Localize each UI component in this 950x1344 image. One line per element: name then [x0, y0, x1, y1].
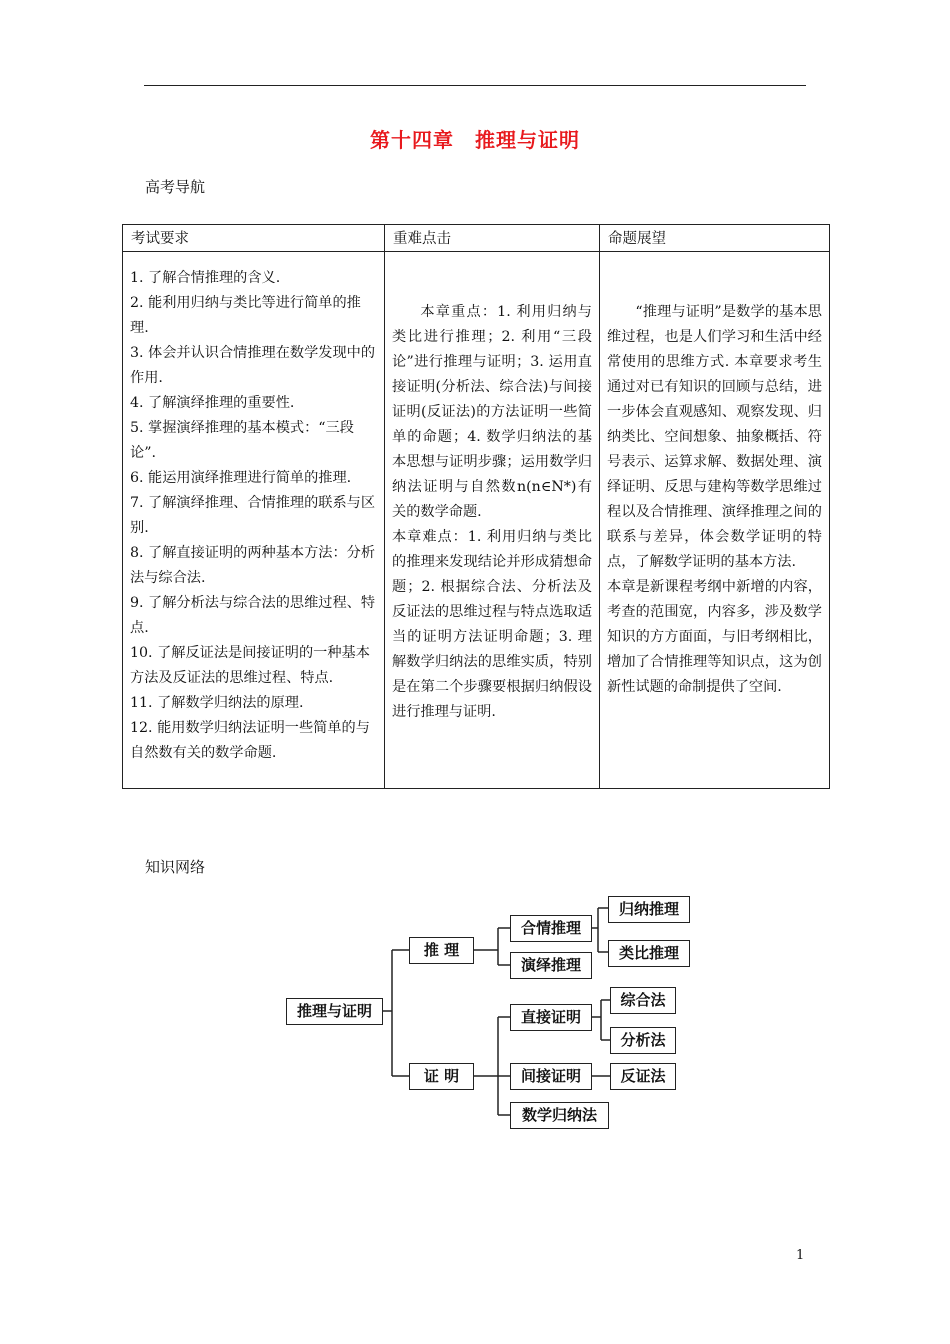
outlook-text-1: “推理与证明”是数学的基本思维过程，也是人们学习和生活中经常使用的思维方式. 本章要求考生通过对已有知识的回顾与总结，进一步体会直观感知、观察发现、归纳类比、空间想象、抽象概括、符号表示、运算求解、数据处理、演绎证明、反思与建构等数学思维过程以及合情推理、演绎推理之间的联系与差异，体会数学证明的特点，了解数学证明的基本方法. [607, 304, 822, 570]
node-proof: 证 明 [409, 1063, 474, 1090]
requirement-item: 11. 了解数学归纳法的原理. [130, 695, 304, 711]
node-direct-proof: 直接证明 [510, 1004, 592, 1031]
requirement-item: 10. 了解反证法是间接证明的一种基本方法及反证法的思维过程、特点. [130, 645, 370, 686]
outlook-cell [600, 252, 830, 789]
requirement-item: 7. 了解演绎推理、合情推理的联系与区别. [130, 495, 376, 536]
key-difficult-cell [385, 252, 600, 789]
node-indirect-proof: 间接证明 [510, 1063, 592, 1090]
table-header-row [123, 225, 830, 252]
node-reasoning-and-proof: 推理与证明 [286, 998, 383, 1025]
requirement-item: 6. 能运用演绎推理进行简单的推理. [130, 470, 352, 486]
requirement-item: 9. 了解分析法与综合法的思维过程、特点. [130, 595, 376, 636]
guide-label: 高考导航 [145, 178, 206, 196]
node-deductive-reasoning: 演绎推理 [510, 952, 592, 979]
node-mathematical-induction: 数学归纳法 [510, 1102, 609, 1129]
requirement-item: 8. 了解直接证明的两种基本方法：分析法与综合法. [130, 545, 376, 586]
header-rule [144, 85, 806, 86]
requirements-cell [123, 252, 385, 789]
page-number: 1 [796, 1248, 805, 1263]
network-label: 知识网络 [145, 858, 206, 876]
node-analysis-method: 分析法 [610, 1027, 676, 1054]
requirement-item: 5. 掌握演绎推理的基本模式：“三段论”. [130, 420, 354, 461]
requirement-item: 3. 体会并认识合情推理在数学发现中的作用. [130, 345, 376, 386]
outlook-text-2: 本章是新课程考纲中新增的内容，考查的范围宽，内容多，涉及数学知识的方方面面，与旧考纲相比，增加了合情推理等知识点，这为创新性试题的命制提供了空间. [607, 579, 822, 695]
header-requirements: 考试要求 [123, 225, 385, 252]
node-plausible-reasoning: 合情推理 [510, 915, 592, 942]
requirement-item: 1. 了解合情推理的含义. [130, 270, 281, 286]
key-points-text: 本章重点：1. 利用归纳与类比进行推理；2. 利用“三段论”进行推理与证明；3. 运用直接证明(分析法、综合法)与间接证明(反证法)的方法证明一些简单的命题；4. 数学归纳法的基本思想与证明步骤；运用数学归纳法证明与自然数n(n∈N*)有关的数学命题. [392, 304, 592, 520]
exam-guide-table [122, 224, 830, 789]
header-key-points: 重难点击 [385, 225, 600, 252]
requirement-item: 2. 能利用归纳与类比等进行简单的推理. [130, 295, 361, 336]
node-analogical-reasoning: 类比推理 [608, 940, 690, 967]
requirement-item: 4. 了解演绎推理的重要性. [130, 395, 295, 411]
requirement-item: 12. 能用数学归纳法证明一些简单的与自然数有关的数学命题. [130, 720, 370, 761]
chapter-title: 第十四章 推理与证明 [370, 128, 580, 152]
table-row [123, 252, 830, 789]
node-reasoning: 推 理 [409, 937, 474, 964]
difficult-points-text: 本章难点：1. 利用归纳与类比的推理来发现结论并形成猜想命题；2. 根据综合法、分析法及反证法的思维过程与特点选取适当的证明方法证明命题；3. 理解数学归纳法的思维实质，特别是在第二个步骤要根据归纳假设进行推理与证明. [392, 529, 592, 720]
header-outlook: 命题展望 [600, 225, 830, 252]
node-synthesis-method: 综合法 [610, 987, 676, 1014]
node-proof-by-contradiction: 反证法 [610, 1063, 676, 1090]
node-inductive-reasoning: 归纳推理 [608, 896, 690, 923]
